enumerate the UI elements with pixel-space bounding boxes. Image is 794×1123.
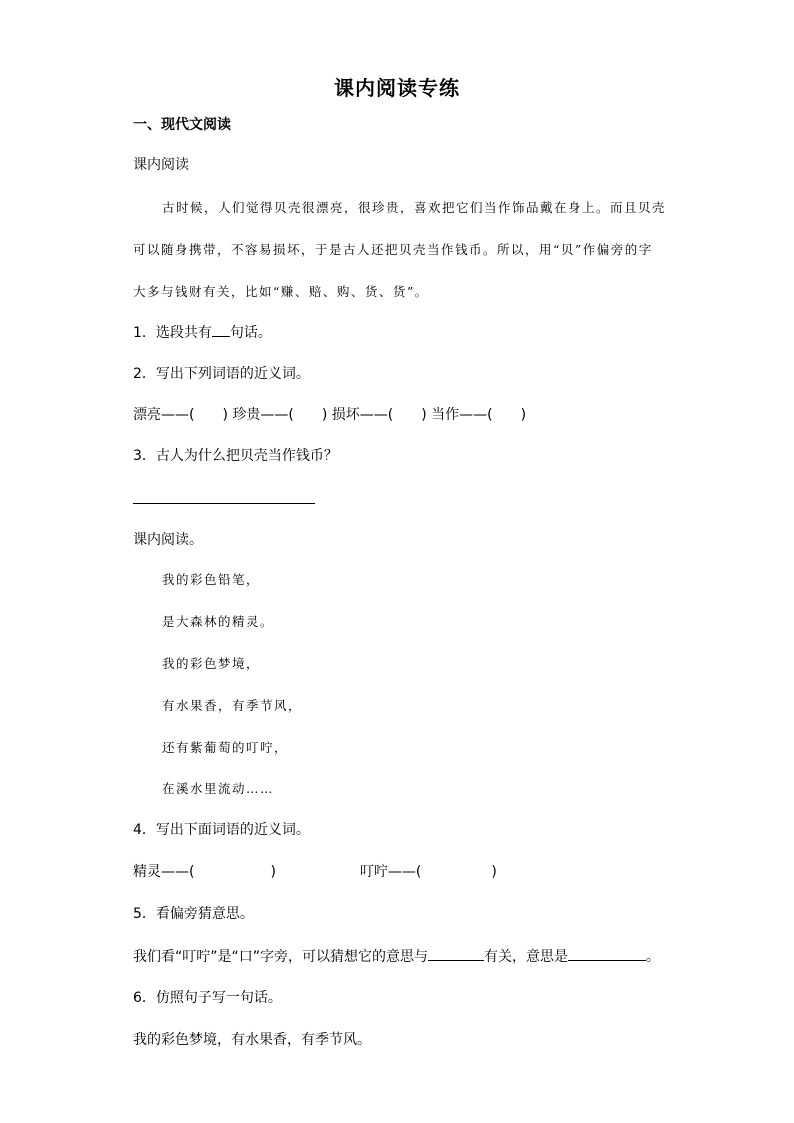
answer-blank[interactable]: [568, 946, 646, 961]
synonym-row: [133, 405, 526, 425]
passage-heading: 课内阅读。: [133, 532, 203, 548]
example-sentence: 我的彩色梦境，有水果香，有季节风。: [133, 1032, 371, 1048]
poem-line: 在溪水里流动……: [162, 781, 275, 796]
question-3: 3．古人为什么把贝壳当作钱币？: [133, 448, 338, 464]
answer-line[interactable]: [133, 503, 315, 504]
synonym-item: 叮咛——(: [359, 864, 422, 880]
poem-line: 还有紫葡萄的叮咛，: [162, 740, 289, 755]
passage-line: 古时候，人们觉得贝壳很漂亮，很珍贵，喜欢把它们当作饰品戴在身上。而且贝壳: [162, 200, 667, 215]
question-1-post: 句话。: [229, 325, 272, 341]
question-4: 4．写出下面词语的近义词。: [133, 822, 310, 838]
poem-line: 我的彩色梦境，: [162, 656, 261, 671]
synonym-close: ): [491, 864, 497, 880]
synonym-item: ) 当作——(: [421, 407, 493, 423]
passage-line: 可以随身携带，不容易损坏，于是古人还把贝壳当作钱币。所以，用“贝”作偏旁的字: [133, 242, 653, 257]
synonym-close: ): [270, 864, 276, 880]
question-1-pre: 1．选段共有: [133, 325, 212, 341]
synonym-item: 精灵——(: [133, 864, 195, 880]
question-5-sentence: [133, 946, 660, 967]
page-title: 课内阅读专练: [334, 76, 460, 100]
poem-line: 是大森林的精灵。: [162, 614, 275, 629]
poem-line: 我的彩色铅笔，: [162, 572, 261, 587]
synonym-item: ): [520, 407, 527, 423]
passage-line: 大多与钱财有关，比如“赚、赔、购、货、货”。: [133, 284, 429, 299]
question-5: 5．看偏旁猜意思。: [133, 906, 254, 922]
synonym-item: 漂亮——(: [133, 407, 195, 423]
synonym-row: [133, 862, 497, 882]
sentence-pre: 我们看“叮咛”是“口”字旁，可以猜想它的意思与: [133, 949, 429, 965]
passage-heading: 课内阅读: [133, 157, 189, 173]
section-heading: 一、现代文阅读: [133, 117, 231, 133]
question-2: 2．写出下列词语的近义词。: [133, 366, 310, 382]
poem-line: 有水果香，有季节风，: [162, 698, 303, 713]
synonym-item: ) 珍贵——(: [222, 407, 294, 423]
question-6: 6．仿照句子写一句话。: [133, 990, 282, 1006]
answer-blank[interactable]: [428, 946, 484, 961]
question-1: [133, 322, 272, 343]
answer-blank[interactable]: [212, 322, 230, 337]
synonym-item: ) 损坏——(: [321, 407, 394, 423]
sentence-post: 。: [646, 949, 661, 965]
sentence-mid: 有关，意思是: [484, 949, 569, 965]
